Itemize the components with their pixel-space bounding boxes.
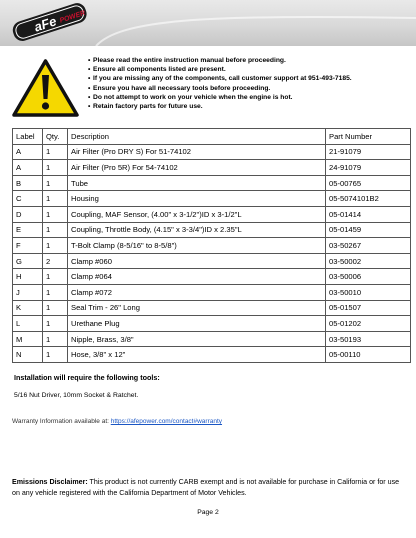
cell-part-number: 21-91079 <box>326 144 411 160</box>
cell-part-number: 05-00765 <box>326 175 411 191</box>
cell-part-number: 05-01507 <box>326 300 411 316</box>
cell-part-number: 05-01414 <box>326 206 411 222</box>
page-number: Page 2 <box>197 509 219 516</box>
table-header-row <box>13 129 411 145</box>
cell-qty: 1 <box>43 347 68 363</box>
cell-qty: 1 <box>43 191 68 207</box>
table-row <box>13 175 411 191</box>
cell-label: A <box>13 160 43 176</box>
warranty-link[interactable]: https://afepower.com/contact#warranty <box>110 418 223 425</box>
cell-label: N <box>13 347 43 363</box>
table-row <box>13 269 411 285</box>
cell-description: Air Filter (Pro 5R) For 54-74102 <box>68 160 326 176</box>
cell-description: Clamp #060 <box>68 253 326 269</box>
tools-list: 5/16 Nut Driver, 10mm Socket & Ratchet. <box>14 392 139 399</box>
cell-description: Hose, 3/8" x 12" <box>68 347 326 363</box>
emissions-label: Emissions Disclaimer: <box>12 478 88 486</box>
table-row <box>13 160 411 176</box>
cell-label: G <box>13 253 43 269</box>
table-row <box>13 191 411 207</box>
emissions-disclaimer <box>12 477 408 498</box>
cell-part-number: 24-91079 <box>326 160 411 176</box>
warning-icon <box>11 58 80 119</box>
cell-part-number: 03-50010 <box>326 284 411 300</box>
cell-part-number: 03-50193 <box>326 331 411 347</box>
parts-table <box>12 128 411 363</box>
cell-description: Coupling, MAF Sensor, (4.00" x 3-1/2")ID x 3-1/2"L <box>68 206 326 222</box>
warning-list <box>88 56 408 111</box>
afe-power-logo <box>4 2 96 44</box>
table-row <box>13 331 411 347</box>
cell-qty: 1 <box>43 331 68 347</box>
svg-text:POWER: POWER <box>58 9 87 25</box>
cell-label: B <box>13 175 43 191</box>
cell-qty: 1 <box>43 160 68 176</box>
emissions-text: This product is not currently CARB exempt and is not available for purchase in California or for use on any vehicle registered with the California Department of Motor Vehicles. <box>12 478 400 497</box>
table-row <box>13 316 411 332</box>
table-row <box>13 238 411 254</box>
cell-qty: 1 <box>43 284 68 300</box>
warning-item: • Retain factory parts for future use. <box>88 103 203 111</box>
cell-label: K <box>13 300 43 316</box>
cell-description: Clamp #064 <box>68 269 326 285</box>
cell-qty: 1 <box>43 300 68 316</box>
warning-item: • If you are missing any of the components, call customer support at 951-493-7185. <box>88 75 352 83</box>
table-row <box>13 206 411 222</box>
warning-item: • Please read the entire instruction manual before proceeding. <box>88 57 286 64</box>
cell-qty: 1 <box>43 269 68 285</box>
cell-label: D <box>13 206 43 222</box>
cell-description: Clamp #072 <box>68 284 326 300</box>
cell-part-number: 05-01202 <box>326 316 411 332</box>
cell-label: A <box>13 144 43 160</box>
warranty-info <box>12 418 222 425</box>
warning-item: • Ensure you have all necessary tools before proceeding. <box>88 84 271 92</box>
warranty-text: Warranty Information available at: <box>12 418 111 425</box>
cell-label: E <box>13 222 43 238</box>
column-header-label: Label <box>13 129 43 145</box>
cell-part-number: 05-00110 <box>326 347 411 363</box>
cell-label: F <box>13 238 43 254</box>
cell-description: Housing <box>68 191 326 207</box>
cell-qty: 1 <box>43 206 68 222</box>
cell-qty: 1 <box>43 238 68 254</box>
cell-label: C <box>13 191 43 207</box>
table-row <box>13 300 411 316</box>
cell-part-number: 03-50002 <box>326 253 411 269</box>
cell-label: M <box>13 331 43 347</box>
cell-description: T-Bolt Clamp (8-5/16" to 8-5/8") <box>68 238 326 254</box>
cell-qty: 2 <box>43 253 68 269</box>
table-row <box>13 347 411 363</box>
cell-description: Coupling, Throttle Body, (4.15" x 3-3/4")ID x 2.35"L <box>68 222 326 238</box>
cell-label: H <box>13 269 43 285</box>
warning-item: • Ensure all components listed are present. <box>88 66 226 74</box>
cell-description: Nipple, Brass, 3/8" <box>68 331 326 347</box>
table-row <box>13 284 411 300</box>
cell-description: Air Filter (Pro DRY S) For 51-74102 <box>68 144 326 160</box>
cell-part-number: 03-50267 <box>326 238 411 254</box>
cell-label: L <box>13 316 43 332</box>
table-row <box>13 253 411 269</box>
cell-part-number: 05-01459 <box>326 222 411 238</box>
table-row <box>13 222 411 238</box>
cell-description: Tube <box>68 175 326 191</box>
column-header-qty: Qty. <box>43 129 68 145</box>
cell-qty: 1 <box>43 316 68 332</box>
cell-part-number: 03-50006 <box>326 269 411 285</box>
cell-qty: 1 <box>43 222 68 238</box>
cell-part-number: 05-5074101B2 <box>326 191 411 207</box>
cell-description: Urethane Plug <box>68 316 326 332</box>
tools-heading: Installation will require the following tools: <box>14 373 160 382</box>
table-row <box>13 144 411 160</box>
warning-item: • Do not attempt to work on your vehicle when the engine is hot. <box>88 93 293 101</box>
svg-text:aFe: aFe <box>32 13 59 35</box>
cell-qty: 1 <box>43 144 68 160</box>
cell-description: Seal Trim - 26" Long <box>68 300 326 316</box>
cell-qty: 1 <box>43 175 68 191</box>
column-header-part-number: Part Number <box>326 129 411 145</box>
column-header-description: Description <box>68 129 326 145</box>
cell-label: J <box>13 284 43 300</box>
